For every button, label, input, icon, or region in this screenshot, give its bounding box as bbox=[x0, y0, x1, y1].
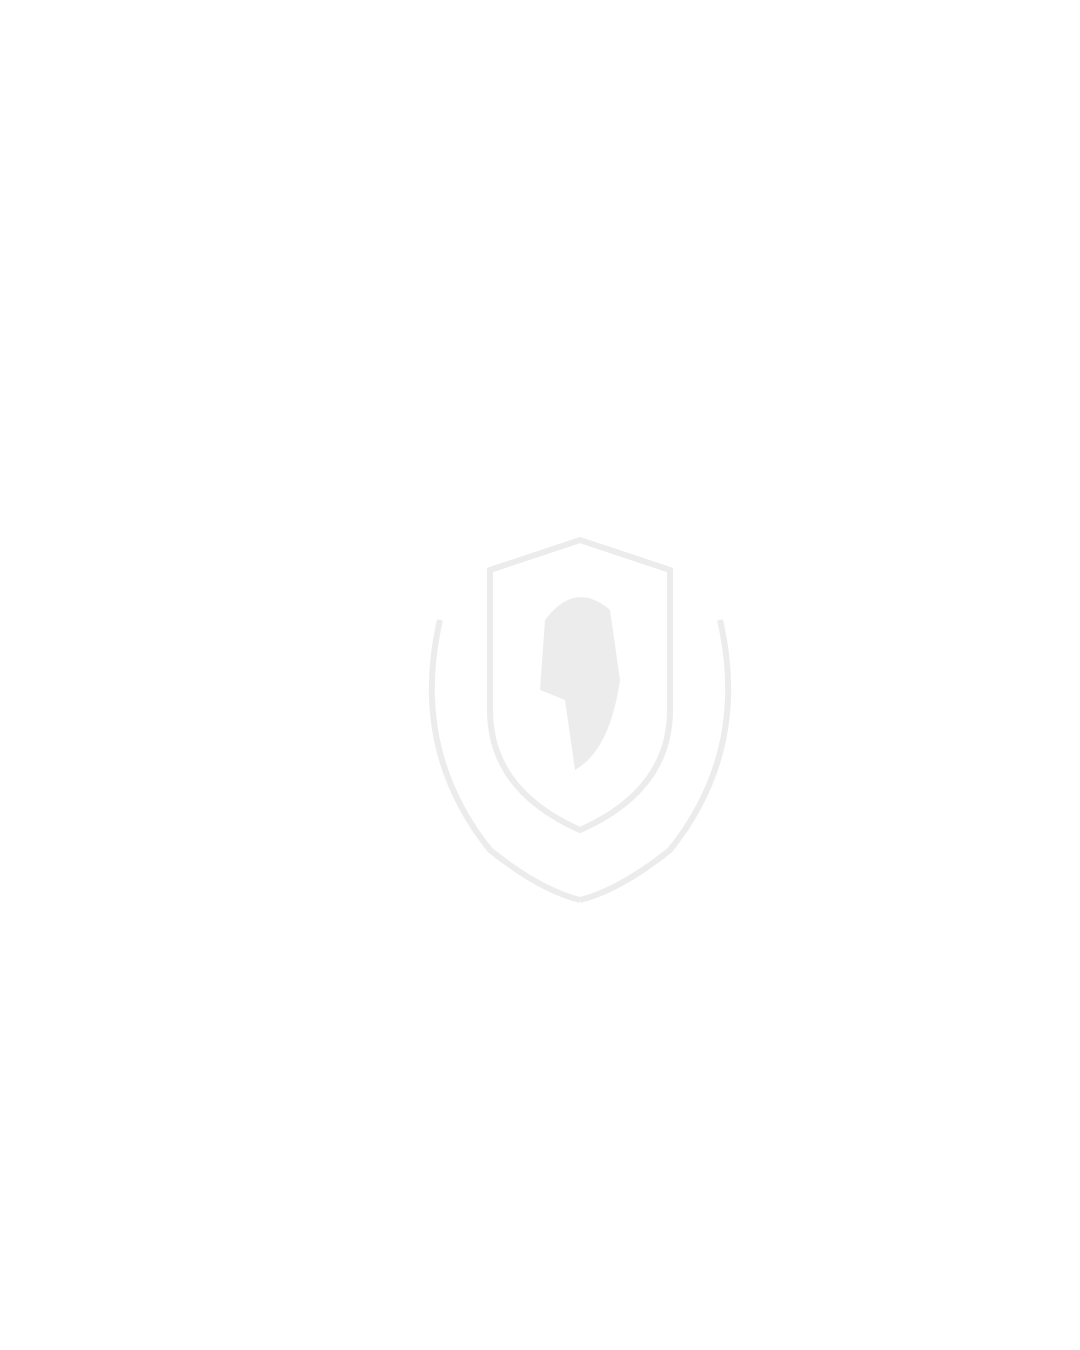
crest-watermark-icon bbox=[370, 450, 790, 930]
